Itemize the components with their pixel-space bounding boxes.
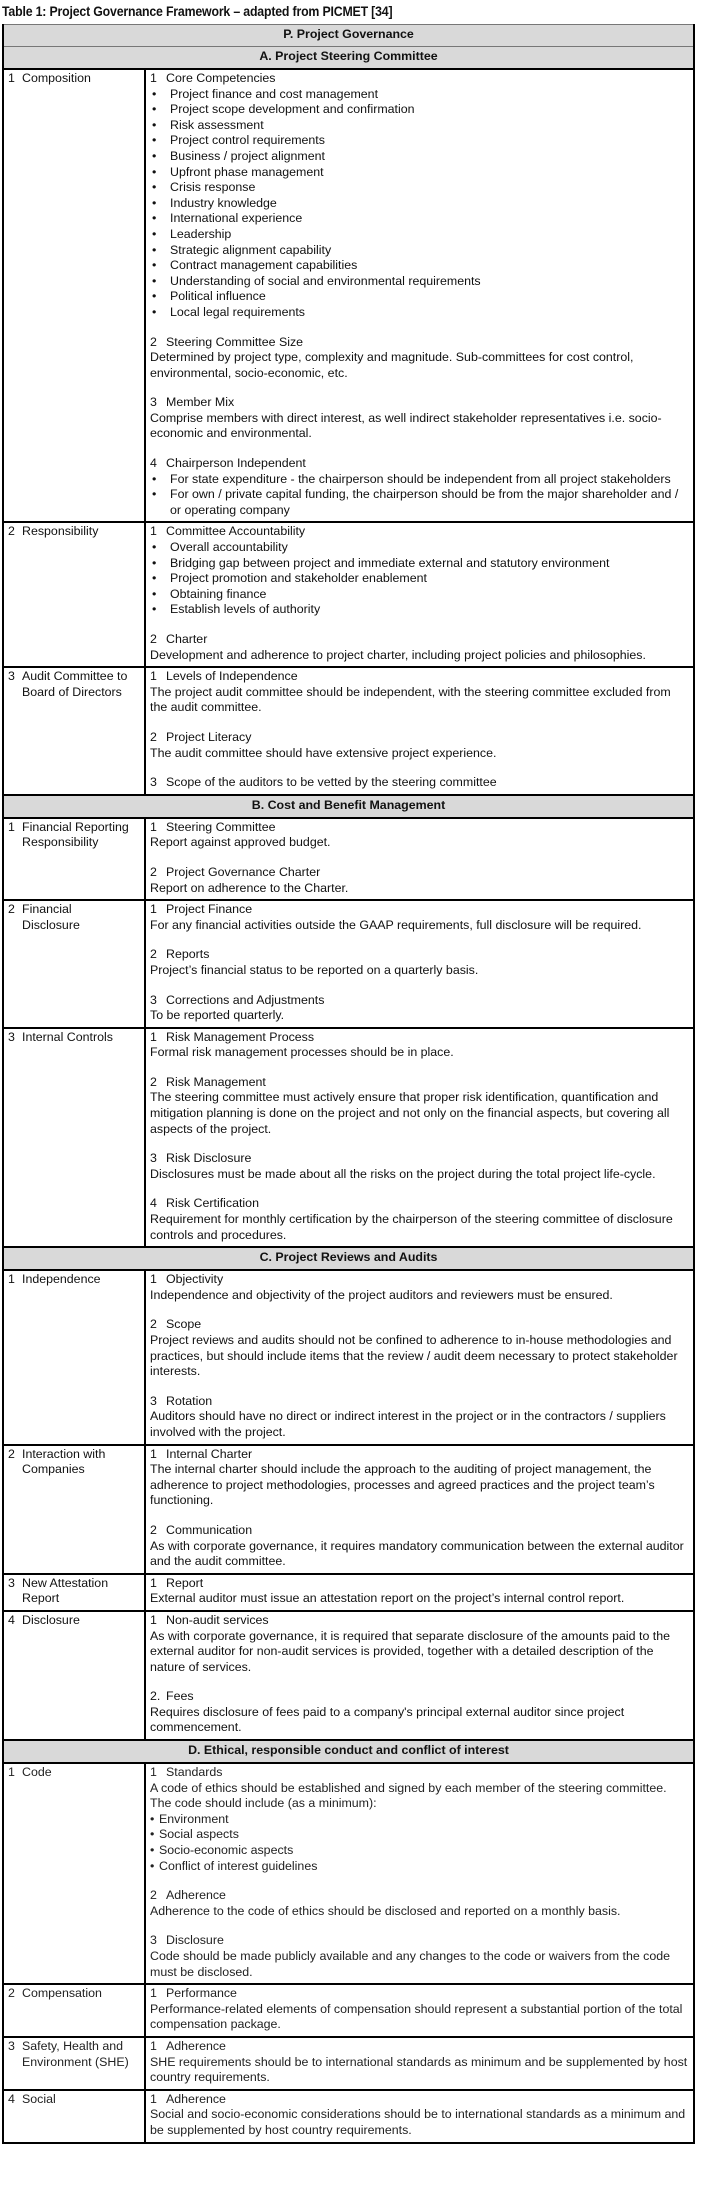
bullet-item: • Understanding of social and environmental requirements — [150, 274, 689, 290]
detail-number: 3 — [150, 775, 157, 790]
section-header-row — [3, 795, 694, 818]
detail-number: 3 — [150, 395, 157, 410]
detail-text: Comprise members with direct interest, as well indirect stakeholder representatives i.e. socio-economic and environmental. — [150, 410, 662, 441]
row-number: 4 — [8, 1612, 15, 1627]
bullet-list — [150, 472, 689, 519]
detail-block — [150, 1196, 689, 1243]
detail-number: 2 — [150, 1522, 157, 1537]
detail-heading — [150, 1075, 689, 1091]
detail-block — [150, 1523, 689, 1570]
detail-title: Adherence — [166, 2091, 226, 2106]
detail-number: 1 — [150, 2091, 157, 2106]
section-title: C. Project Reviews and Audits — [3, 1247, 694, 1270]
detail-heading — [150, 71, 689, 87]
detail-text: Development and adherence to project charter, including project policies and philosophies. — [150, 647, 646, 662]
detail-block — [150, 1986, 689, 2033]
detail-number: 1 — [150, 1575, 157, 1590]
row-detail-cell — [145, 1028, 694, 1248]
detail-heading — [150, 1030, 689, 1046]
row-number: 1 — [8, 1765, 15, 1780]
bullet-item: • Industry knowledge — [150, 196, 689, 212]
detail-heading — [150, 775, 689, 791]
top-header: P. Project Governance — [3, 25, 694, 47]
row-category-cell — [3, 818, 145, 900]
bullet-item: • Local legal requirements — [150, 305, 689, 321]
row-label: Composition — [22, 71, 91, 85]
row-label: Safety, Health and Environment (SHE) — [22, 2038, 129, 2069]
detail-block — [150, 1933, 689, 1980]
detail-block — [150, 71, 689, 321]
detail-block — [150, 456, 689, 518]
row-category-cell — [3, 1028, 145, 1248]
detail-block — [150, 1030, 689, 1061]
row-number: 2 — [8, 1446, 15, 1461]
detail-heading — [150, 865, 689, 881]
detail-text: To be reported quarterly. — [150, 1008, 285, 1023]
detail-text: Formal risk management processes should be in place. — [150, 1045, 454, 1060]
row-number: 4 — [8, 2091, 15, 2106]
table-row — [3, 1270, 694, 1444]
detail-title: Levels of Independence — [166, 669, 298, 684]
detail-block — [150, 902, 689, 933]
detail-text: As with corporate governance, it requires mandatory communication between the external auditor and the audit committee. — [150, 1538, 684, 1569]
detail-heading — [150, 1394, 689, 1410]
detail-title: Internal Charter — [166, 1446, 253, 1461]
row-category-cell — [3, 1611, 145, 1740]
detail-heading — [150, 2092, 689, 2108]
detail-text: Requirement for monthly certification by the chairperson of the steering committee of disclosure controls and procedures. — [150, 1212, 673, 1242]
detail-text: Social and socio-economic considerations should be to international standards as a minimum and be supplemented by host country requirements. — [150, 2107, 686, 2137]
detail-number: 4 — [150, 1196, 157, 1211]
detail-text: The project audit committee should be independent, with the steering committee excluded from the audit committee. — [150, 684, 671, 715]
row-number: 3 — [8, 1575, 15, 1590]
detail-number: 2 — [150, 632, 157, 646]
detail-title: Adherence — [166, 1888, 226, 1903]
detail-text: The internal charter should include the approach to the auditing of project management, the adherence to project methodologies, processes and agreed practices and the project team’s functioning. — [150, 1462, 655, 1508]
detail-heading — [150, 456, 689, 472]
row-category-cell — [3, 1984, 145, 2037]
detail-block — [150, 1888, 689, 1919]
detail-title: Performance — [166, 1986, 237, 2001]
detail-title: Steering Committee Size — [166, 334, 304, 349]
detail-number: 1 — [150, 2038, 157, 2053]
bullet-item: • Project finance and cost management — [150, 87, 689, 103]
bullet-item: • Overall accountability — [150, 540, 689, 556]
detail-number: 1 — [150, 1272, 157, 1287]
detail-number: 1 — [150, 1612, 157, 1627]
bullet-item: • Social aspects — [150, 1827, 689, 1843]
table-row — [3, 818, 694, 900]
bullet-item: • Project control requirements — [150, 133, 689, 149]
detail-text: Adherence to the code of ethics should be disclosed and reported on a monthly basis. — [150, 1903, 621, 1918]
detail-heading — [150, 1888, 689, 1904]
row-detail-cell — [145, 1763, 694, 1984]
detail-block — [150, 1613, 689, 1675]
row-label: Social — [22, 2091, 56, 2106]
row-category-cell — [3, 900, 145, 1028]
detail-block — [150, 524, 689, 618]
row-category-cell — [3, 2090, 145, 2143]
detail-text: Code should be made publicly available and any changes to the code or waivers from the code must be disclosed. — [150, 1949, 671, 1979]
detail-number: 1 — [150, 669, 157, 684]
detail-text: Report on adherence to the Charter. — [150, 880, 349, 895]
detail-title: Adherence — [166, 2038, 226, 2053]
bullet-item: • Contract management capabilities — [150, 258, 689, 274]
detail-title: Disclosure — [166, 1933, 224, 1948]
table-row — [3, 1611, 694, 1740]
detail-number: 1 — [150, 902, 157, 917]
detail-title: Steering Committee — [166, 819, 276, 834]
detail-block — [150, 395, 689, 442]
detail-text: Performance-related elements of compensation should represent a substantial portion of the total compensation package. — [150, 2001, 683, 2032]
detail-heading — [150, 1986, 689, 2002]
detail-block — [150, 1075, 689, 1137]
section-title: B. Cost and Benefit Management — [3, 795, 694, 818]
detail-heading — [150, 1933, 689, 1949]
row-detail-cell — [145, 1574, 694, 1611]
detail-title: Charter — [166, 632, 208, 646]
detail-number: 2 — [150, 1888, 157, 1903]
detail-heading — [150, 947, 689, 963]
detail-block — [150, 1151, 689, 1182]
detail-block — [150, 820, 689, 851]
row-category-cell — [3, 69, 145, 522]
row-detail-cell — [145, 667, 694, 795]
detail-title: Reports — [166, 947, 210, 962]
row-number: 3 — [8, 2038, 15, 2053]
row-detail-cell — [145, 1270, 694, 1444]
row-number: 3 — [8, 1029, 15, 1044]
row-detail-cell — [145, 69, 694, 522]
row-label: Responsibility — [22, 524, 99, 539]
detail-heading — [150, 1765, 689, 1781]
detail-text: As with corporate governance, it is required that separate disclosure of the amounts paid to the external auditor for non-audit services is provided, together with a detailed description of the nature of services. — [150, 1628, 671, 1674]
detail-text: Project reviews and audits should not be confined to adherence to in-house methodologies and practices, but should include items that the review / audit deem necessary to protect stakeholder interests. — [150, 1333, 678, 1379]
detail-number: 3 — [150, 1151, 157, 1166]
bullet-item: • For own / private capital funding, the chairperson should be from the major shareholder and / or operating company — [150, 487, 689, 518]
row-label: Internal Controls — [22, 1029, 113, 1044]
row-detail-cell — [145, 1984, 694, 2037]
detail-block — [150, 2092, 689, 2139]
row-category-cell — [3, 1763, 145, 1984]
row-number: 2 — [8, 902, 15, 917]
detail-block — [150, 865, 689, 896]
detail-text: Report against approved budget. — [150, 835, 331, 850]
detail-text: For any financial activities outside the GAAP requirements, full disclosure will be required. — [150, 917, 642, 932]
table-row — [3, 1574, 694, 1611]
section-header-row — [3, 47, 694, 70]
detail-title: Risk Management Process — [166, 1029, 315, 1044]
table-caption: Table 1: Project Governance Framework – adapted from PICMET [34] — [2, 3, 393, 19]
bullet-item: • Project promotion and stakeholder enablement — [150, 571, 689, 587]
row-detail-cell — [145, 1445, 694, 1574]
detail-title: Communication — [166, 1522, 253, 1537]
detail-title: Project Governance Charter — [166, 864, 321, 879]
table-row — [3, 1763, 694, 1984]
detail-heading — [150, 335, 689, 351]
detail-block — [150, 1689, 689, 1736]
detail-text: SHE requirements should be to international standards as minimum and be supplemented by host country requirements. — [150, 2054, 688, 2085]
detail-heading — [150, 1317, 689, 1333]
detail-text: External auditor must issue an attestation report on the project’s internal control report. — [150, 1591, 625, 1606]
row-detail-cell — [145, 2037, 694, 2090]
detail-number: 1 — [150, 1029, 157, 1044]
bullet-item: • For state expenditure - the chairperson should be independent from all project stakeholders — [150, 472, 689, 488]
detail-text: Determined by project type, complexity and magnitude. Sub-committees for cost control, environmental, socio-economic, etc. — [150, 350, 634, 380]
bullet-item: • Socio-economic aspects — [150, 1843, 689, 1859]
bullet-item: • International experience — [150, 211, 689, 227]
table-row — [3, 69, 694, 522]
row-number: 1 — [8, 819, 15, 834]
bullet-item: • Obtaining finance — [150, 587, 689, 603]
detail-heading — [150, 669, 689, 685]
row-label: Code — [22, 1765, 52, 1780]
section-header-row — [3, 1740, 694, 1763]
detail-heading — [150, 1613, 689, 1629]
row-number: 1 — [8, 1272, 15, 1287]
bullet-list — [150, 1812, 689, 1874]
row-category-cell — [3, 2037, 145, 2090]
detail-title: Risk Disclosure — [166, 1151, 252, 1166]
detail-heading — [150, 1151, 689, 1167]
row-detail-cell — [145, 1611, 694, 1740]
section-title: D. Ethical, responsible conduct and conflict of interest — [3, 1740, 694, 1763]
detail-block — [150, 775, 689, 791]
detail-block — [150, 2039, 689, 2086]
detail-heading — [150, 730, 689, 746]
detail-heading — [150, 1689, 689, 1705]
detail-text: A code of ethics should be established and signed by each member of the steering committee. The code should include (as a minimum): — [150, 1780, 667, 1811]
detail-number: 1 — [150, 1446, 157, 1461]
detail-heading — [150, 2039, 689, 2055]
row-detail-cell — [145, 900, 694, 1028]
detail-text: The steering committee must actively ensure that proper risk identification, quantification and mitigation planning is done on the project and not only on the financial aspects, but covering all aspects of the project. — [150, 1090, 670, 1136]
detail-title: Project Literacy — [166, 729, 252, 744]
table-row — [3, 522, 694, 667]
bullet-item: • Business / project alignment — [150, 149, 689, 165]
row-label: Financial Disclosure — [22, 902, 80, 932]
detail-title: Committee Accountability — [166, 524, 306, 539]
detail-heading — [150, 1447, 689, 1463]
detail-title: Rotation — [166, 1393, 213, 1408]
detail-block — [150, 730, 689, 761]
detail-number: 2 — [150, 864, 157, 879]
row-label: Audit Committee to Board of Directors — [22, 669, 128, 699]
bullet-item: • Environment — [150, 1812, 689, 1828]
detail-block — [150, 1394, 689, 1441]
detail-title: Project Finance — [166, 902, 253, 917]
bullet-item: • Bridging gap between project and immediate external and statutory environment — [150, 556, 689, 572]
governance-table — [2, 24, 695, 2144]
table-body — [3, 25, 694, 2143]
detail-title: Core Competencies — [166, 71, 276, 85]
row-category-cell — [3, 1574, 145, 1611]
table-row — [3, 1445, 694, 1574]
row-number: 2 — [8, 1986, 15, 2001]
section-title: A. Project Steering Committee — [3, 47, 694, 70]
detail-heading — [150, 1576, 689, 1592]
table-row — [3, 1984, 694, 2037]
detail-block — [150, 947, 689, 978]
row-detail-cell — [145, 522, 694, 667]
detail-title: Standards — [166, 1765, 223, 1780]
detail-text: The audit committee should have extensive project experience. — [150, 745, 497, 760]
bullet-item: • Project scope development and confirmation — [150, 102, 689, 118]
detail-block — [150, 632, 689, 663]
bullet-item: • Political influence — [150, 289, 689, 305]
detail-number: 2 — [150, 1074, 157, 1089]
detail-title: Scope — [166, 1317, 202, 1332]
top-header-row — [3, 25, 694, 47]
bullet-item: • Establish levels of authority — [150, 602, 689, 618]
row-label: Independence — [22, 1272, 101, 1287]
detail-text: Independence and objectivity of the project auditors and reviewers must be ensured. — [150, 1287, 613, 1302]
detail-number: 1 — [150, 1765, 157, 1780]
detail-block — [150, 1317, 689, 1379]
row-number: 3 — [8, 669, 15, 684]
row-label: Disclosure — [22, 1612, 80, 1627]
detail-number: 3 — [150, 1393, 157, 1408]
row-category-cell — [3, 1270, 145, 1444]
detail-heading — [150, 820, 689, 836]
row-label: Interaction with Companies — [22, 1446, 106, 1477]
bullet-list — [150, 540, 689, 618]
detail-number: 2. — [150, 1689, 161, 1704]
detail-title: Non-audit services — [166, 1612, 269, 1627]
detail-heading — [150, 1523, 689, 1539]
detail-number: 2 — [150, 1317, 157, 1332]
detail-title: Risk Management — [166, 1074, 266, 1089]
detail-number: 1 — [150, 1986, 157, 2001]
detail-block — [150, 993, 689, 1024]
bullet-item: • Crisis response — [150, 180, 689, 196]
row-category-cell — [3, 667, 145, 795]
detail-title: Objectivity — [166, 1272, 224, 1287]
row-label: New Attestation Report — [22, 1575, 109, 1606]
detail-heading — [150, 524, 689, 540]
detail-number: 1 — [150, 71, 157, 85]
detail-heading — [150, 632, 689, 648]
detail-heading — [150, 993, 689, 1009]
detail-heading — [150, 1272, 689, 1288]
detail-heading — [150, 902, 689, 918]
bullet-item: • Leadership — [150, 227, 689, 243]
table-row — [3, 1028, 694, 1248]
detail-title: Member Mix — [166, 395, 235, 410]
bullet-item: • Conflict of interest guidelines — [150, 1859, 689, 1875]
row-detail-cell — [145, 2090, 694, 2143]
table-row — [3, 900, 694, 1028]
detail-number: 1 — [150, 819, 157, 834]
detail-block — [150, 1576, 689, 1607]
row-label: Compensation — [22, 1986, 102, 2001]
detail-number: 3 — [150, 992, 157, 1007]
detail-number: 3 — [150, 1933, 157, 1948]
detail-text: Requires disclosure of fees paid to a company's principal external auditor since project commencement. — [150, 1704, 625, 1735]
detail-block — [150, 1272, 689, 1303]
detail-title: Chairperson Independent — [166, 456, 306, 471]
detail-number: 2 — [150, 947, 157, 962]
detail-text: Project’s financial status to be reported on a quarterly basis. — [150, 962, 479, 977]
detail-title: Corrections and Adjustments — [166, 992, 325, 1007]
detail-number: 4 — [150, 456, 157, 471]
detail-title: Report — [166, 1575, 204, 1590]
detail-title: Fees — [166, 1689, 194, 1704]
detail-block — [150, 669, 689, 716]
detail-heading — [150, 1196, 689, 1212]
bullet-item: • Strategic alignment capability — [150, 243, 689, 259]
detail-text: Disclosures must be made about all the risks on the project during the total project life-cycle. — [150, 1166, 656, 1181]
table-row — [3, 2037, 694, 2090]
detail-text: Auditors should have no direct or indirect interest in the project or in the contractors / suppliers involved with the project. — [150, 1409, 666, 1439]
detail-block — [150, 335, 689, 382]
row-category-cell — [3, 1445, 145, 1574]
detail-block — [150, 1447, 689, 1509]
table-row — [3, 667, 694, 795]
detail-number: 2 — [150, 729, 157, 744]
row-label: Financial Reporting Responsibility — [22, 819, 129, 850]
bullet-item: • Upfront phase management — [150, 165, 689, 181]
detail-heading — [150, 395, 689, 411]
bullet-list — [150, 87, 689, 321]
row-number: 1 — [8, 71, 15, 85]
row-number: 2 — [8, 524, 15, 539]
detail-number: 2 — [150, 334, 157, 349]
detail-title: Risk Certification — [166, 1196, 259, 1211]
table-row — [3, 2090, 694, 2143]
row-category-cell — [3, 522, 145, 667]
bullet-item: • Risk assessment — [150, 118, 689, 134]
detail-title: Scope of the auditors to be vetted by the steering committee — [166, 775, 497, 790]
detail-number: 1 — [150, 524, 157, 539]
row-detail-cell — [145, 818, 694, 900]
section-header-row — [3, 1247, 694, 1270]
detail-block — [150, 1765, 689, 1874]
